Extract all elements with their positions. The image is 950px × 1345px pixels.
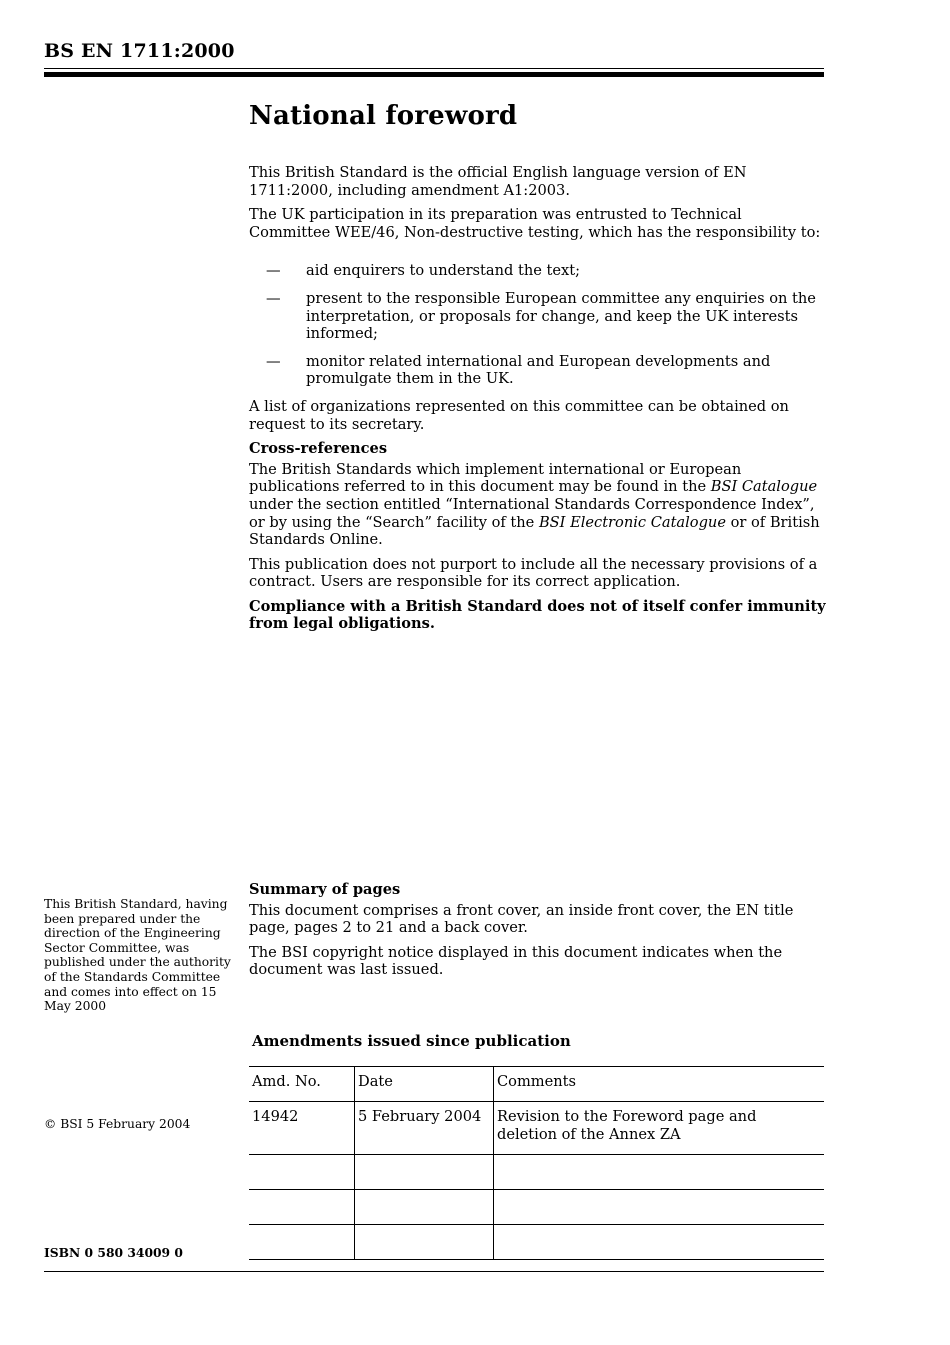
column-header-comments: Comments [494, 1067, 825, 1102]
publication-note: This British Standard, having been prepared under the direction of the Engineering Sector Committee, was published under the authority of the Standards Committee and comes into effect on 15 May 2000 [44, 897, 231, 1014]
table-row [249, 1102, 824, 1155]
table-cell [249, 1155, 355, 1190]
isbn: ISBN 0 580 34009 0 [44, 1245, 183, 1260]
summary-section [249, 881, 827, 986]
table-cell [494, 1190, 825, 1225]
document-code: BS EN 1711:2000 [44, 40, 235, 62]
summary-paragraph-1: This document comprises a front cover, an inside front cover, the EN title page, pages 2 to 21 and a back cover. [249, 901, 794, 937]
list-item: — aid enquirers to understand the text; [266, 262, 581, 280]
table-cell [249, 1190, 355, 1225]
list-item: — present to the responsible European committee any enquiries on the interpretation, or proposals for change, and keep the UK interests informed; [266, 289, 816, 343]
bsi-catalogue-ref: BSI Catalogue [710, 478, 818, 496]
dash-bullet: — [266, 352, 281, 370]
summary-paragraph-2: The BSI copyright notice displayed in this document indicates when the document was last issued. [249, 943, 783, 979]
summary-heading: Summary of pages [249, 881, 401, 898]
table-cell [355, 1155, 494, 1190]
table-cell [249, 1225, 355, 1260]
committee-list-paragraph: A list of organizations represented on this committee can be obtained on request to its secretary. [249, 397, 789, 433]
header-rule-thin [44, 68, 824, 69]
footer-rule [44, 1271, 824, 1272]
column-header-date: Date [355, 1067, 494, 1102]
cross-references-heading: Cross-references [249, 440, 388, 458]
page-title: National foreword [249, 101, 518, 131]
table-cell [355, 1190, 494, 1225]
responsibility-list [249, 262, 827, 388]
provisions-paragraph: This publication does not purport to include all the necessary provisions of a contract. Users are responsible for its correct application. [249, 555, 818, 591]
table-row [249, 1155, 824, 1190]
compliance-statement: Compliance with a British Standard does not of itself confer immunity from legal obligations. [249, 597, 826, 633]
amendments-heading: Amendments issued since publication [252, 1032, 571, 1050]
table-cell [355, 1225, 494, 1260]
table-cell [494, 1225, 825, 1260]
cross-references-paragraph: The British Standards which implement international or European publications referred to in this document may be found in the BSI Catalogue under the section entitled “International Standards Correspondence Index”, or by using the “Search” facility of the BSI Electronic Catalogue or of British Standards Online. [249, 460, 820, 549]
foreword-body [249, 164, 827, 640]
table-row [249, 1225, 824, 1260]
column-header-amd-no: Amd. No. [252, 1073, 321, 1090]
header-rule-thick [44, 72, 824, 77]
intro-paragraph-1: This British Standard is the official English language version of EN 1711:2000, including amendment A1:2003. [249, 164, 747, 199]
table-cell: 5 February 2004 [355, 1102, 494, 1155]
dash-bullet: — [266, 262, 281, 280]
table-cell: 14942 [252, 1108, 299, 1125]
copyright-notice: © BSI 5 February 2004 [44, 1117, 191, 1131]
dash-bullet: — [266, 289, 281, 307]
intro-paragraph-2: The UK participation in its preparation was entrusted to Technical Committee WEE/46, Non-destructive testing, which has the responsibility to: [249, 206, 821, 241]
list-item: — monitor related international and European developments and promulgate them in the UK. [266, 352, 771, 388]
table-cell: Revision to the Foreword page and deletion of the Annex ZA [494, 1102, 825, 1155]
bsi-electronic-catalogue-ref: BSI Electronic Catalogue [538, 513, 726, 531]
table-row [249, 1190, 824, 1225]
table-header-row [249, 1067, 824, 1102]
table-cell [494, 1155, 825, 1190]
amendments-table [249, 1066, 824, 1260]
